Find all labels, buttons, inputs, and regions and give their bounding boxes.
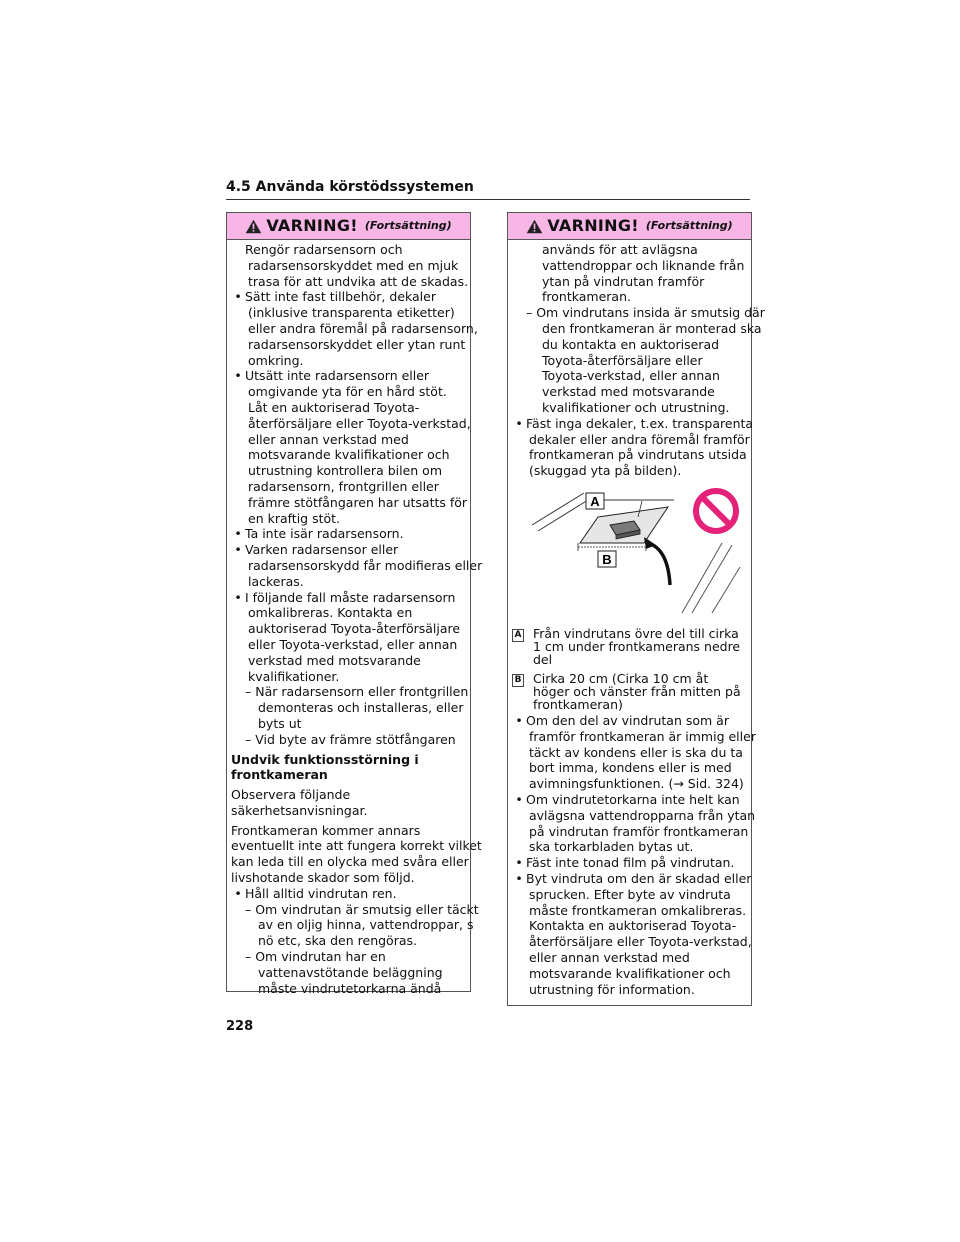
text-line-content: I följande fall måste radarsensorn bbox=[245, 589, 456, 605]
warning-header bbox=[508, 213, 751, 240]
text-line: – Om vindrutans insida är smutsig där bbox=[526, 305, 765, 321]
text-line: frontkameran på vindrutans utsida bbox=[529, 447, 747, 463]
section-title: 4.5 Använda körstödssystemen bbox=[226, 178, 750, 200]
text-line: Undvik funktionsstörning i bbox=[231, 751, 419, 767]
caption-text: Från vindrutans övre del till cirka 1 cm under frontkamerans nedre del bbox=[533, 625, 741, 667]
bullet-icon: • bbox=[234, 368, 242, 384]
page-number: 228 bbox=[226, 1019, 254, 1034]
text-line: frontkameran bbox=[231, 767, 328, 783]
text-line: ska torkarbladen bytas ut. bbox=[529, 839, 694, 855]
text-line: frontkameran. bbox=[542, 289, 631, 305]
text-line: trasa för att undvika att de skadas. bbox=[248, 273, 469, 289]
text-line-content: Fäst inte tonad film på vindrutan. bbox=[526, 855, 735, 871]
text-line-content: Utsätt inte radarsensorn eller bbox=[245, 368, 430, 384]
text-line: Observera följande bbox=[231, 787, 351, 803]
text-line: radarsensorn, frontgrillen eller bbox=[248, 478, 439, 494]
text-line bbox=[512, 855, 745, 871]
text-line: främre stötfångaren har utsatts för bbox=[248, 494, 468, 510]
bullet-icon: • bbox=[234, 542, 242, 558]
text-line: – Om vindrutan har en bbox=[245, 949, 386, 965]
text-line: Rengör radarsensorn och bbox=[245, 242, 403, 257]
text-line: framför frontkameran är immig eller bbox=[529, 728, 756, 744]
caption-b bbox=[512, 672, 745, 711]
text-line: vattendroppar och liknande från bbox=[542, 257, 745, 273]
text-line: utrustning kontrollera bilen om bbox=[248, 463, 443, 479]
warning-continued: (Fortsättning) bbox=[645, 219, 733, 233]
text-line: radarsensorskyddet eller ytan runt bbox=[248, 336, 466, 352]
text-line: (skuggad yta på bilden). bbox=[529, 463, 682, 479]
bullet-icon: • bbox=[234, 526, 242, 542]
text-line: Låt en auktoriserad Toyota- bbox=[248, 399, 420, 415]
text-line: på vindrutan framför frontkameran bbox=[529, 823, 749, 839]
warning-title: VARNING! bbox=[266, 216, 358, 236]
text-line: verkstad med motsvarande bbox=[248, 652, 421, 668]
text-line-content: Byt vindruta om den är skadad eller bbox=[526, 870, 752, 886]
warning-continued: (Fortsättning) bbox=[364, 219, 452, 233]
text-line: radarsensorskydd får modifieras eller bbox=[248, 557, 483, 573]
text-line: avimningsfunktionen. (→ Sid. 324) bbox=[529, 776, 744, 792]
diagram-label-a: A bbox=[590, 493, 600, 509]
text-line: omkalibreras. Kontakta en bbox=[248, 605, 413, 621]
warning-box-left bbox=[226, 212, 483, 996]
bullet-icon: • bbox=[515, 791, 523, 807]
text-line: ytan på vindrutan framför bbox=[542, 273, 705, 289]
caption-letter: B bbox=[512, 674, 524, 687]
warning-triangle-icon bbox=[526, 219, 543, 234]
text-line: eller annan verkstad med bbox=[248, 431, 409, 447]
text-line: av en oljig hinna, vattendroppar, s bbox=[258, 917, 474, 933]
warning-header bbox=[227, 213, 470, 240]
text-line: återförsäljare eller Toyota-verkstad, bbox=[529, 934, 752, 950]
text-line: måste frontkameran omkalibreras. bbox=[529, 902, 747, 918]
text-line: motsvarande kvalifikationer och bbox=[248, 447, 450, 463]
text-line: kvalifikationer. bbox=[248, 668, 340, 684]
text-line bbox=[231, 289, 464, 305]
caption-a bbox=[512, 627, 745, 666]
text-line-content: Fäst inga dekaler, t.ex. transparenta bbox=[526, 415, 754, 431]
bullet-icon: • bbox=[515, 855, 523, 871]
bullet-icon: • bbox=[234, 289, 242, 305]
text-line: omgivande yta för en hård stöt. bbox=[248, 384, 447, 400]
caption-letter: A bbox=[512, 629, 524, 642]
text-line: Toyota-verkstad, eller annan bbox=[542, 368, 720, 384]
text-line: eller Toyota-verkstad, eller annan bbox=[248, 636, 458, 652]
text-line: täckt av kondens eller is ska du ta bbox=[529, 744, 743, 760]
text-line bbox=[512, 870, 752, 887]
text-line: återförsäljare eller Toyota-verkstad, bbox=[248, 415, 471, 431]
warning-text-left bbox=[227, 240, 483, 1000]
text-line: nö etc, ska den rengöras. bbox=[258, 933, 417, 949]
right-bottom-text bbox=[512, 712, 756, 997]
text-line: lackeras. bbox=[248, 573, 304, 589]
right-top-text bbox=[512, 242, 765, 479]
text-line: livshotande skador som följd. bbox=[231, 870, 415, 886]
text-line bbox=[512, 713, 745, 729]
warning-box-right bbox=[507, 212, 765, 1006]
bullet-icon: • bbox=[515, 415, 523, 431]
text-line: vattenavstötande beläggning bbox=[258, 964, 443, 980]
text-line: – Vid byte av främre stötfångaren bbox=[245, 731, 456, 747]
text-line-content: Sätt inte fast tillbehör, dekaler bbox=[245, 289, 436, 305]
text-line: kvalifikationer och utrustning. bbox=[542, 399, 730, 415]
text-line: sprucken. Efter byte av vindruta bbox=[529, 886, 731, 902]
text-line-content: Ta inte isär radarsensorn. bbox=[245, 526, 404, 542]
text-line bbox=[231, 590, 464, 606]
text-line: Toyota-återförsäljare eller bbox=[542, 352, 703, 368]
text-line: auktoriserad Toyota-återförsäljare bbox=[248, 621, 461, 637]
warning-triangle-icon bbox=[245, 219, 262, 234]
text-line: du kontakta en auktoriserad bbox=[542, 336, 720, 352]
text-line: en kraftig stöt. bbox=[248, 510, 341, 526]
text-line: kan leda till en olycka med svåra eller bbox=[231, 854, 469, 870]
text-line: säkerhetsanvisningar. bbox=[231, 802, 368, 818]
text-line: demonteras och installeras, eller bbox=[258, 700, 464, 716]
text-line-content: Om vindrutetorkarna inte helt kan bbox=[526, 791, 740, 807]
text-line: Kontakta en auktoriserad Toyota- bbox=[529, 918, 737, 934]
bullet-icon: • bbox=[234, 885, 242, 901]
text-line: den frontkameran är monterad ska bbox=[542, 320, 762, 336]
text-line: utrustning för information. bbox=[529, 981, 695, 997]
text-line bbox=[231, 886, 464, 902]
text-line: eller andra föremål på radarsensorn, bbox=[248, 320, 478, 336]
text-line: motsvarande kvalifikationer och bbox=[529, 965, 731, 981]
text-line: dekaler eller andra föremål framför bbox=[529, 431, 750, 447]
text-line: omkring. bbox=[248, 352, 304, 368]
text-line: – Om vindrutan är smutsig eller täckt bbox=[245, 901, 479, 917]
warning-text-right bbox=[508, 240, 765, 1001]
text-line: verkstad med motsvarande bbox=[542, 384, 715, 400]
text-line bbox=[512, 415, 754, 432]
text-line-content: Om den del av vindrutan som är bbox=[526, 712, 729, 728]
text-line: bort imma, kondens eller is med bbox=[529, 760, 732, 776]
bullet-icon: • bbox=[515, 870, 523, 886]
text-line: (inklusive transparenta etiketter) bbox=[248, 305, 455, 321]
text-line-content: Varken radarsensor eller bbox=[245, 542, 399, 558]
text-line: Frontkameran kommer annars bbox=[231, 822, 421, 838]
windshield-camera-diagram bbox=[522, 487, 742, 617]
text-line: eller annan verkstad med bbox=[529, 949, 690, 965]
text-line-content: Håll alltid vindrutan ren. bbox=[245, 885, 397, 901]
text-line: måste vindrutetorkarna ändå bbox=[258, 980, 442, 996]
warning-title: VARNING! bbox=[547, 216, 639, 236]
prohibited-icon bbox=[696, 491, 736, 531]
bullet-icon: • bbox=[234, 589, 242, 605]
diagram-label-b: B bbox=[602, 551, 612, 567]
text-line: eventuellt inte att fungera korrekt vilket bbox=[231, 838, 482, 854]
text-line bbox=[231, 542, 464, 558]
bullet-icon: • bbox=[515, 712, 523, 728]
text-line: byts ut bbox=[258, 715, 302, 731]
caption-text: Cirka 20 cm (Cirka 10 cm åt höger och vänster från mitten på frontkameran) bbox=[533, 670, 741, 712]
text-line: radarsensorskyddet med en mjuk bbox=[248, 257, 459, 273]
text-line: används för att avlägsna bbox=[542, 242, 698, 257]
text-line bbox=[231, 368, 464, 384]
text-line: – När radarsensorn eller frontgrillen bbox=[245, 684, 469, 700]
text-line bbox=[512, 792, 745, 808]
text-line: avlägsna vattendropparna från ytan bbox=[529, 807, 756, 823]
text-line bbox=[231, 526, 464, 542]
diagram-captions bbox=[512, 627, 745, 711]
